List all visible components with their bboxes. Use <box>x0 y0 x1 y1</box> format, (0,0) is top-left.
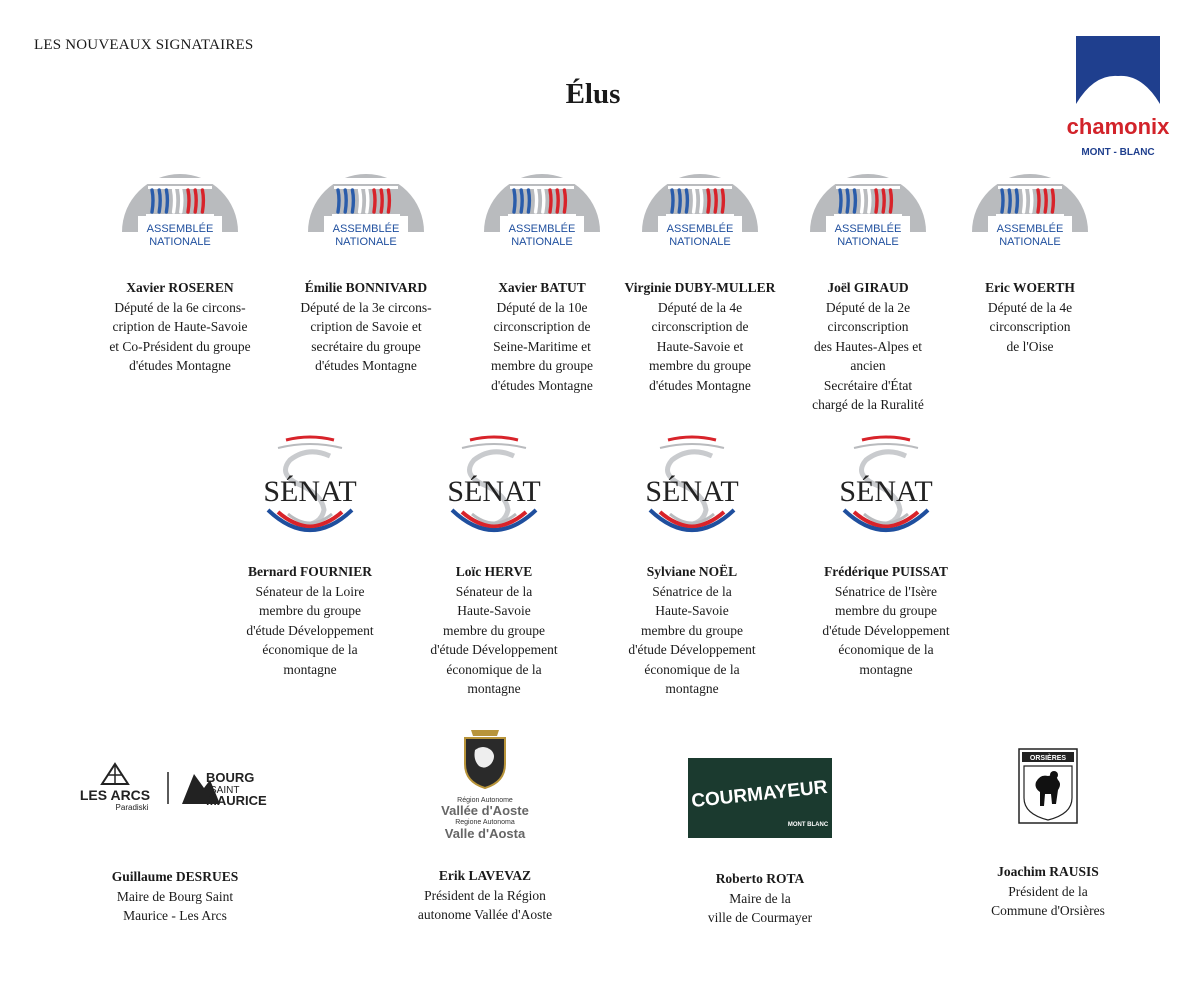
bourg-text: BOURG <box>206 770 255 785</box>
senator-name: Sylviane NOËL <box>646 564 738 579</box>
deputy-role: Député de la 6e circons- cription de Haute-Savoie et Co-Président du groupe d'études Montagne <box>109 299 251 373</box>
senator-role: Sénatrice de la Haute-Savoie membre du groupe d'étude Développement économique de la montagne <box>628 583 756 696</box>
senator-name: Frédérique PUISSAT <box>824 564 948 579</box>
senator-role: Sénatrice de l'Isère membre du groupe d'étude Développement économique de la montagne <box>822 583 950 677</box>
deputy-role: Député de la 2e circonscription des Hautes-Alpes et ancien Secrétaire d'État chargé de la Ruralité <box>812 299 924 412</box>
assembly-line-1: ASSEMBLÉE <box>666 223 734 235</box>
assembly-line-2: NATIONALE <box>149 236 211 248</box>
assemblee-nationale-logo <box>970 150 1090 256</box>
assemblee-nationale-logo <box>640 150 760 256</box>
brand-word: chamonix <box>1066 114 1170 139</box>
assemblee-nationale-logo <box>306 150 426 256</box>
assemblee-nationale-logo <box>482 150 602 256</box>
assembly-line-2: NATIONALE <box>999 236 1061 248</box>
assemblee-nationale-logo <box>808 150 928 256</box>
courmayeur-sub: MONT BLANC <box>787 822 829 828</box>
senat-word: SÉNAT <box>839 475 933 508</box>
assembly-line-2: NATIONALE <box>837 236 899 248</box>
mayor-role: Maire de Bourg Saint Maurice - Les Arcs <box>116 888 234 923</box>
senator-name: Loïc HERVE <box>455 564 533 579</box>
assembly-line-1: ASSEMBLÉE <box>332 223 400 235</box>
deputy-name: Eric WOERTH <box>985 280 1075 295</box>
assembly-line-1: ASSEMBLÉE <box>996 223 1064 235</box>
mayor-name: Guillaume DESRUES <box>111 869 239 884</box>
mayor-role: Président de la Commune d'Orsières <box>991 883 1105 918</box>
aosta-lion-crest-icon <box>465 730 505 788</box>
assembly-line-1: ASSEMBLÉE <box>146 223 214 235</box>
deputy-name: Virginie DUBY-MULLER <box>624 280 776 295</box>
region-line-2: Vallée d'Aoste <box>441 803 529 818</box>
deputy-role: Député de la 4e circonscription de l'Oise <box>987 299 1073 354</box>
deputy-card <box>271 150 461 376</box>
chamonix-mountain-icon <box>1066 34 1170 159</box>
senator-card <box>210 434 410 679</box>
senator-card <box>592 434 792 699</box>
senator-role: Sénateur de la Haute-Savoie membre du groupe d'étude Développement économique de la montagne <box>430 583 558 696</box>
brand-subtitle: MONT - BLANC <box>1081 147 1155 158</box>
assemblee-nationale-logo <box>120 150 240 256</box>
region-line-1: Région Autonome <box>457 797 513 804</box>
mayor-role: Président de la Région autonome Vallée d'Aoste <box>417 887 553 922</box>
les-arcs-bourg-saint-maurice-logo <box>70 760 280 810</box>
deputy-role: Député de la 10e circonscription de Seine-Maritime et membre du groupe d'études Montagne <box>491 299 593 393</box>
deputy-name: Xavier BATUT <box>498 280 586 295</box>
assembly-line-1: ASSEMBLÉE <box>508 223 576 235</box>
mayor-name: Erik LAVEVAZ <box>438 868 532 883</box>
deputy-role: Député de la 4e circonscription de Haute-Savoie et membre du groupe d'études Montagne <box>649 299 751 393</box>
orsieres-word: ORSIÈRES <box>1029 755 1067 762</box>
mayor-card-rausis <box>958 748 1138 921</box>
paradiski-text: Paradiski <box>115 803 149 812</box>
region-line-3: Regione Autonoma <box>455 819 515 826</box>
header-label: LES NOUVEAUX SIGNATAIRES <box>34 37 254 53</box>
mayor-name: Roberto ROTA <box>715 871 805 886</box>
mayor-card-rota <box>660 758 860 928</box>
deputy-card <box>935 150 1125 356</box>
deputy-name: Émilie BONNIVARD <box>304 280 428 295</box>
assembly-line-2: NATIONALE <box>669 236 731 248</box>
assembly-line-1: ASSEMBLÉE <box>834 223 902 235</box>
les-arcs-mountain-icon <box>102 764 128 784</box>
deputy-role: Député de la 3e circons- cription de Savoie et secrétaire du groupe d'études Montagne <box>300 299 432 373</box>
maurice-text: MAURICE <box>206 793 267 808</box>
assembly-line-2: NATIONALE <box>335 236 397 248</box>
courmayeur-word: COURMAYEUR <box>690 776 829 813</box>
senator-role: Sénateur de la Loire membre du groupe d'étude Développement économique de la montagne <box>246 583 374 677</box>
vallee-aoste-logo <box>425 726 545 846</box>
senat-word: SÉNAT <box>645 475 739 508</box>
les-arcs-text: LES ARCS <box>79 787 151 803</box>
page-title: Élus <box>565 78 621 110</box>
deputy-card <box>85 150 275 376</box>
mayor-name: Joachim RAUSIS <box>997 864 1099 879</box>
saint-text: SAINT <box>210 785 240 796</box>
senat-logo <box>826 434 946 550</box>
mayor-role: Maire de la ville de Courmayer <box>707 890 813 925</box>
deputy-name: Joël GIRAUD <box>827 280 909 295</box>
senat-logo <box>250 434 370 550</box>
deputy-name: Xavier ROSEREN <box>126 280 234 295</box>
assembly-line-2: NATIONALE <box>511 236 573 248</box>
senator-card <box>786 434 986 679</box>
senat-logo <box>632 434 752 550</box>
orsieres-logo <box>1018 748 1078 824</box>
senator-name: Bernard FOURNIER <box>247 564 373 579</box>
mayor-card-lavevaz <box>370 726 600 925</box>
mayor-card-desrues <box>70 760 280 926</box>
senat-word: SÉNAT <box>447 475 541 508</box>
senator-card <box>394 434 594 699</box>
senat-word: SÉNAT <box>263 475 357 508</box>
deputy-card <box>605 150 795 395</box>
chamonix-logo <box>1066 34 1170 159</box>
region-line-4: Valle d'Aosta <box>444 826 526 841</box>
senat-logo <box>434 434 554 550</box>
courmayeur-logo <box>688 758 832 838</box>
